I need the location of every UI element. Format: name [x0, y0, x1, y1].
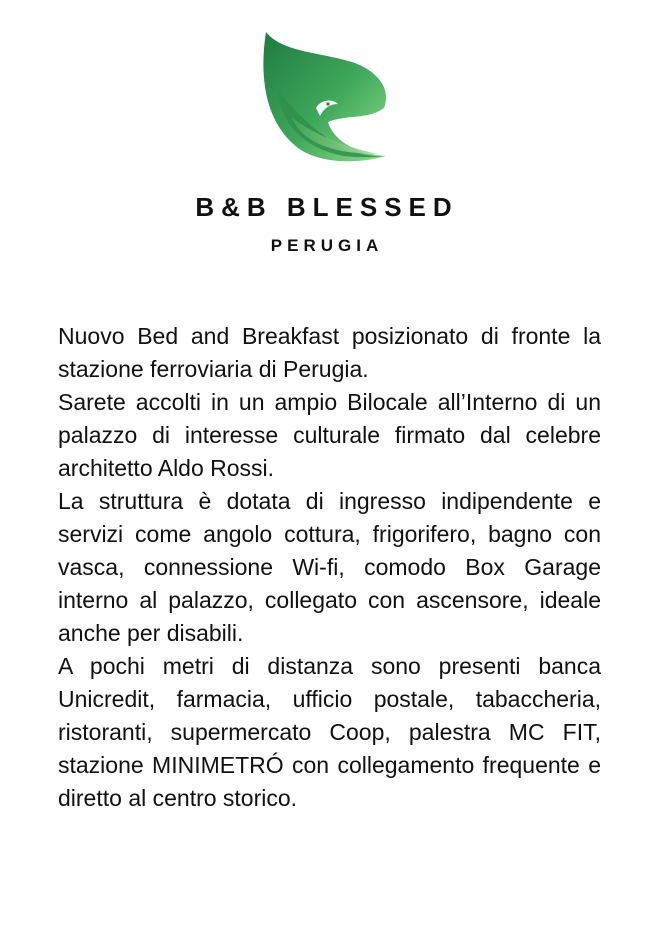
brand-title: B&B BLESSED — [195, 192, 459, 222]
brand-subtitle: PERUGIA — [270, 236, 384, 255]
leaf-dove-logo-icon — [258, 30, 392, 170]
description-text — [58, 320, 601, 815]
description-paragraph-nearby: A pochi metri di distanza sono presenti banca Unicredit, farmacia, ufficio postale, tabaccheria, ristoranti, supermercato Coop, palestra MC FIT, stazione MINIMETRÓ con collegamento frequente e diretto al centro storico. — [58, 653, 601, 811]
description-paragraph-amenities: La struttura è dotata di ingresso indipendente e servizi come angolo cottura, frigorifero, bagno con vasca, connessione Wi-fi, comodo Box Garage interno al palazzo, collegato con ascensore, ideale anche per disabili. — [58, 488, 601, 646]
description-paragraph-location: Nuovo Bed and Breakfast posizionato di fronte la stazione ferroviaria di Perugia. — [58, 323, 601, 382]
description-paragraph-apartment: Sarete accolti in un ampio Bilocale all’Interno di un palazzo di interesse culturale firmato dal celebre architetto Aldo Rossi. — [58, 389, 601, 481]
